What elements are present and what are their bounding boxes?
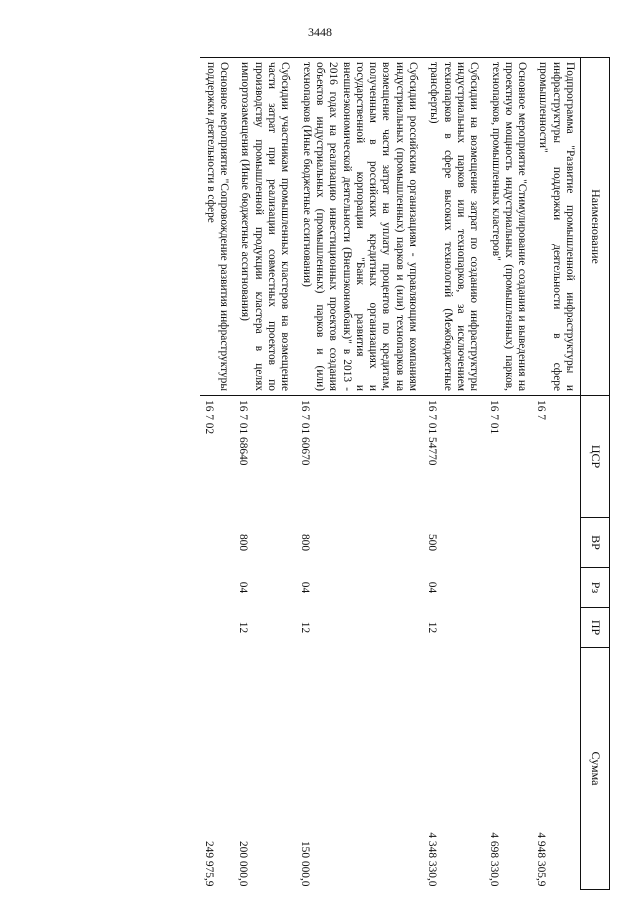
header-rz: Рз: [581, 568, 610, 608]
row-pr: [484, 608, 532, 648]
header-sum: Сумма: [581, 648, 610, 890]
table-row: [234, 58, 295, 890]
row-rz: 04: [237, 581, 250, 594]
row-name: Основное мероприятие "Стимулирование создания и выведения на проектную мощность индустриальных (промышленных) парков, технопарков, промышленных кластеров": [484, 58, 532, 396]
row-sum: 150 000,0: [298, 840, 311, 887]
row-sum: 4 348 330,0: [426, 832, 439, 887]
row-name: Подпрограмма "Развитие промышленной инфраструктуры и инфраструктуры поддержки деятельности в сфере промышленности": [532, 58, 580, 396]
row-rz: [484, 568, 532, 608]
table-row: [484, 58, 532, 890]
row-rz: [200, 568, 235, 608]
row-csr: 16 7 01 54770: [426, 400, 439, 466]
row-pr: [532, 608, 580, 648]
header-vr: ВР: [581, 518, 610, 568]
row-rz: 04: [298, 581, 311, 594]
header-name: Наименование: [581, 58, 610, 396]
row-csr: 16 7 02: [202, 400, 215, 435]
page-number: 3448: [308, 25, 332, 39]
header-pr: ПР: [581, 608, 610, 648]
row-rz: 04: [426, 581, 439, 594]
budget-table: [200, 57, 610, 890]
row-vr: [532, 518, 580, 568]
table-row: [423, 58, 484, 890]
row-pr: 12: [426, 621, 439, 634]
row-vr: 800: [298, 533, 311, 552]
row-csr: 16 7: [535, 400, 548, 420]
row-vr: 500: [426, 533, 439, 552]
row-csr: 16 7 01 68640: [237, 400, 250, 466]
rotated-table-frame: [80, 57, 610, 889]
row-rz: [532, 568, 580, 608]
row-vr: [200, 518, 235, 568]
row-sum: 4 948 305,9: [535, 832, 548, 887]
row-csr: 16 7 01 60670: [298, 400, 311, 466]
row-name: Субсидии участникам промышленных кластеров на возмещение части затрат при реализации совместных проектов по производству промышленной продукции кластера в целях импортозамещения (Иные бюджетные ассигнования): [234, 58, 295, 396]
row-sum: 249 975,9: [202, 840, 215, 887]
row-name: Субсидии на возмещение затрат по созданию инфраструктуры индустриальных парков или технопарков, за исключением технопарков в сфере высоких технологий (Межбюджетные трансферты): [423, 58, 484, 396]
row-name: Основное мероприятие "Сопровождение развития инфраструктуры поддержки деятельности в сфере: [200, 58, 235, 396]
row-pr: [200, 608, 235, 648]
row-vr: 800: [237, 533, 250, 552]
row-sum: 200 000,0: [237, 840, 250, 887]
row-csr: 16 7 01: [487, 400, 500, 435]
table-row: [200, 58, 235, 890]
table-header-row: [581, 58, 610, 890]
header-csr: ЦСР: [581, 396, 610, 518]
table-row: [532, 58, 580, 890]
row-vr: [484, 518, 532, 568]
row-pr: 12: [298, 621, 311, 634]
row-name: Субсидии российским организациям - управляющим компаниям индустриальных (промышленных) парков и (или) технопарков на возмещение части затрат на уплату процентов по кредитам, полученным в российских кредитных организациях и государственной корпорации "Банк развития и внешнеэкономической деятельности (Внешэкономбанк)" в 2013 - 2016 годах на реализацию инвестиционных проектов создания объектов индустриальных (промышленных) парков и (или) технопарков (Иные бюджетные ассигнования): [295, 58, 423, 396]
row-sum: 4 698 330,0: [487, 832, 500, 887]
table-row: [295, 58, 423, 890]
row-pr: 12: [237, 621, 250, 634]
